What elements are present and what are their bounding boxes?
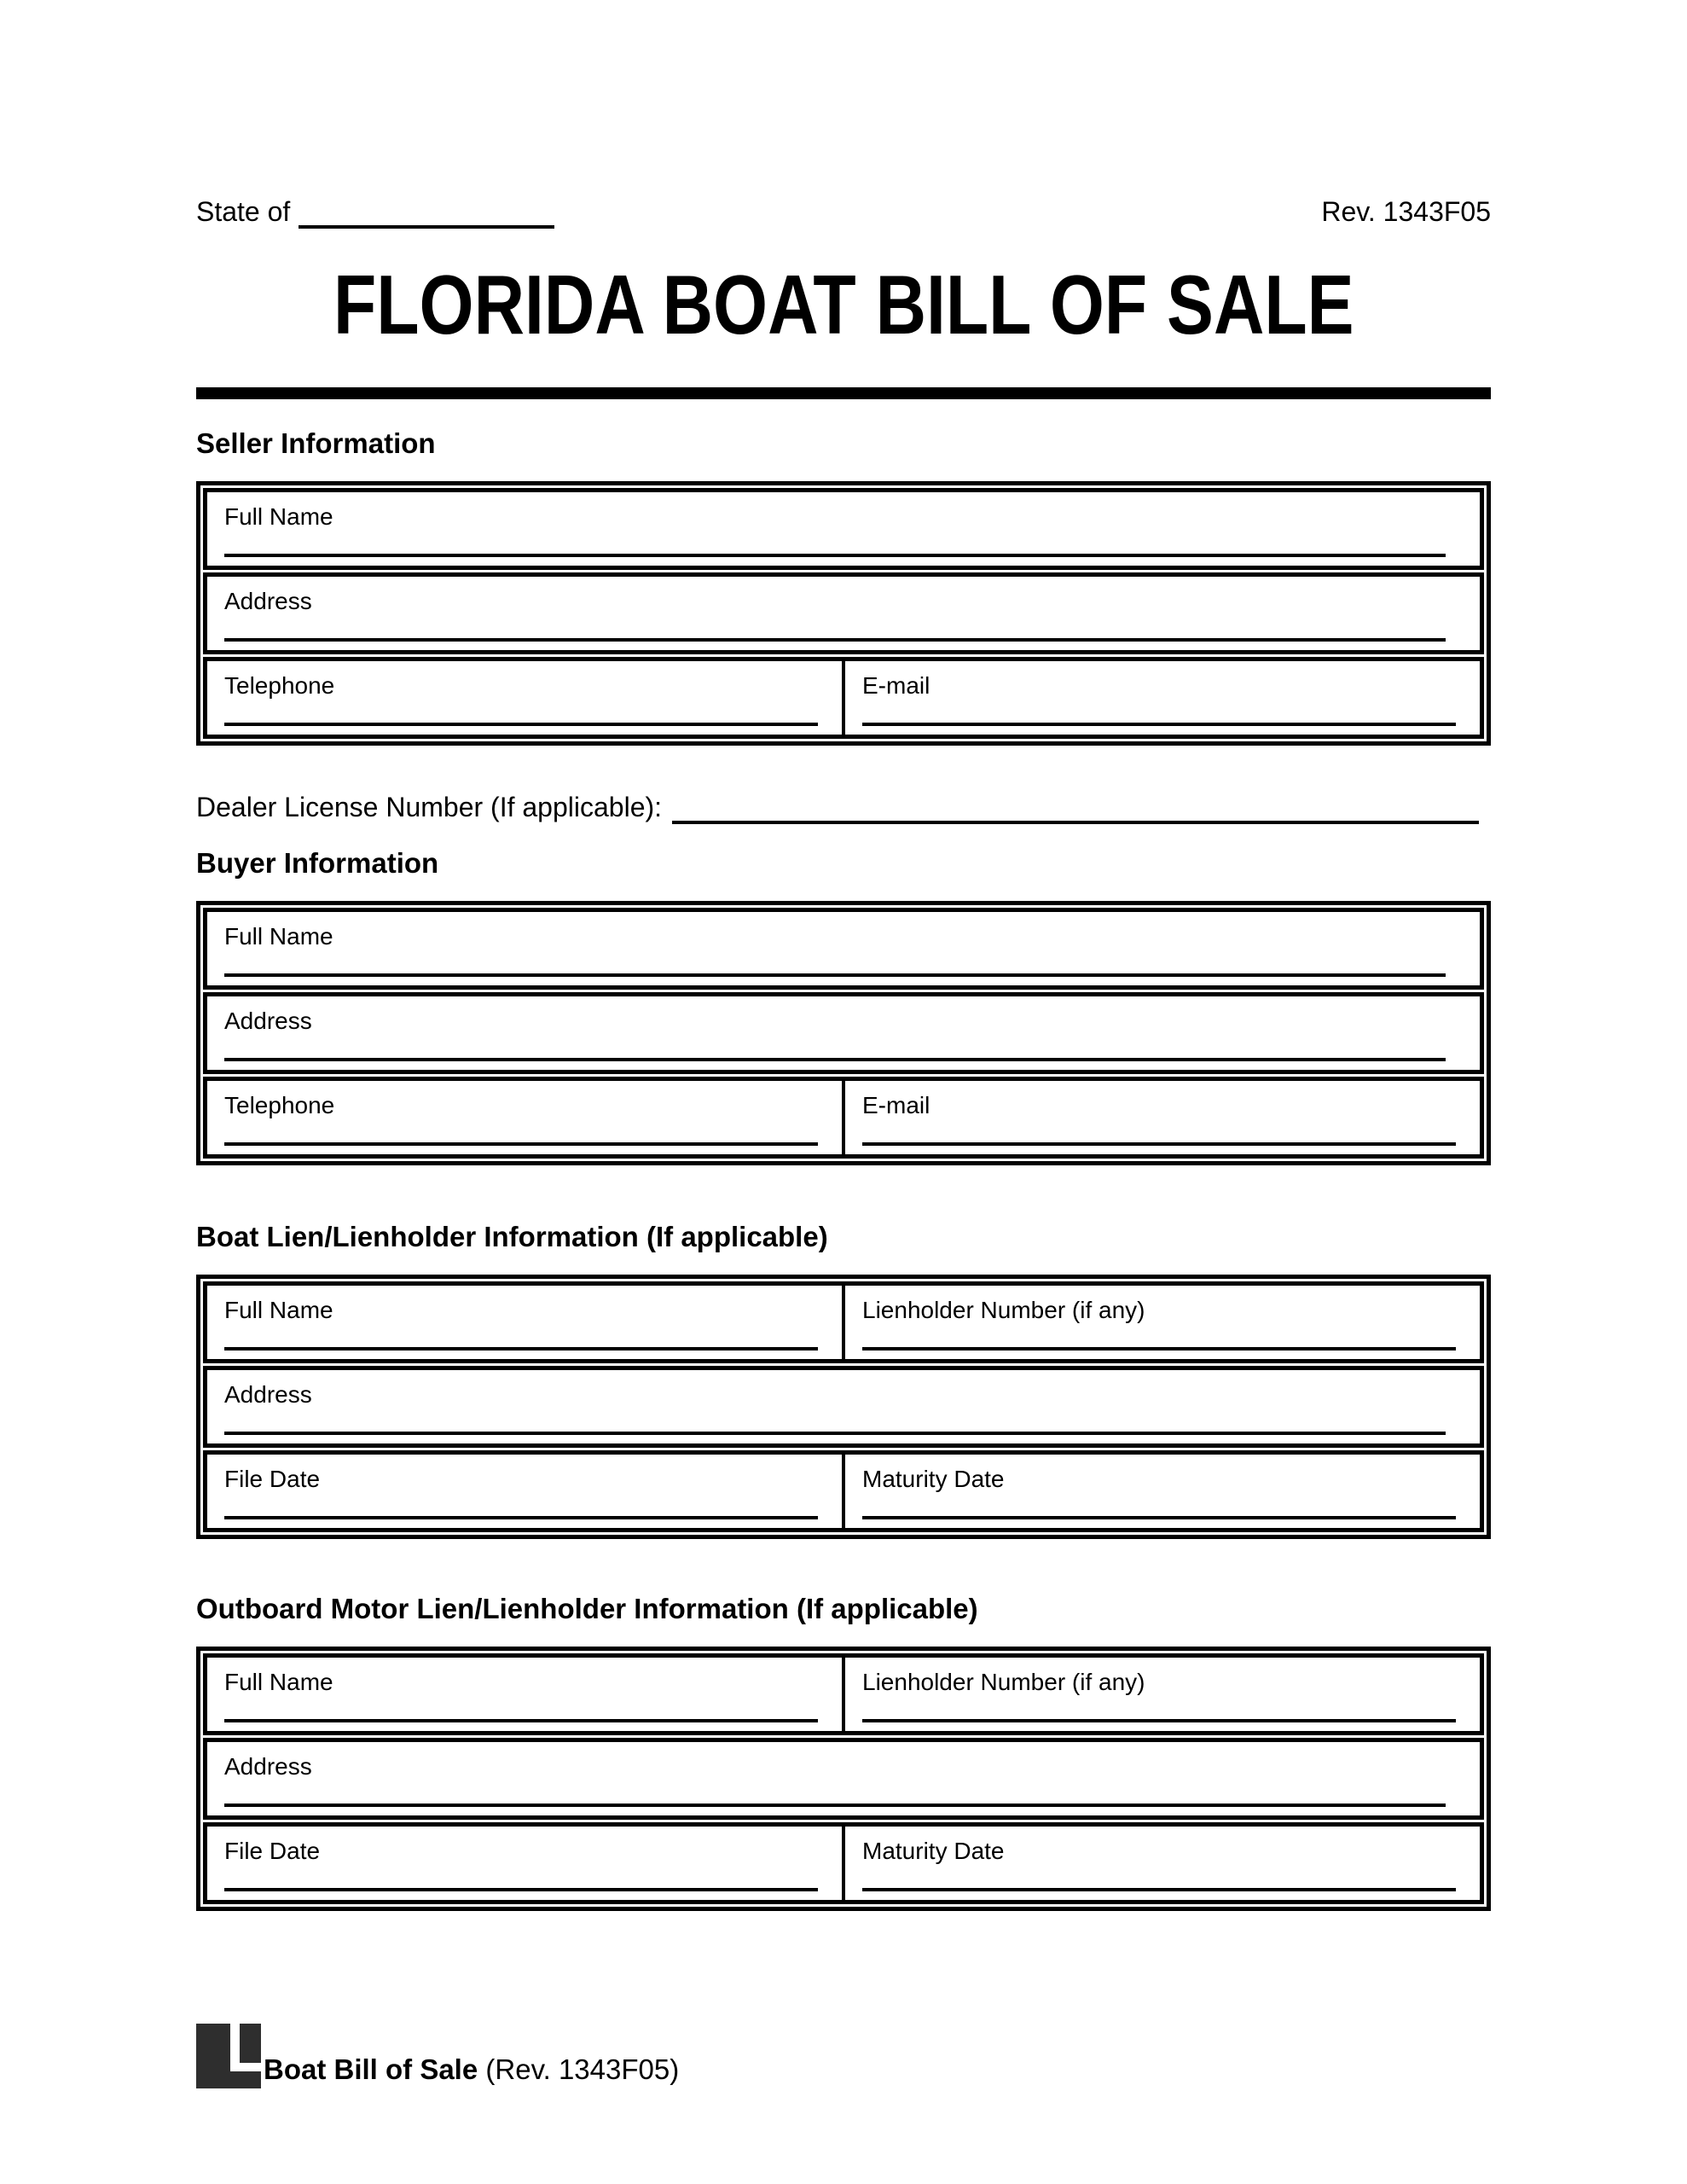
table-row (203, 1822, 1484, 1904)
page-header (196, 0, 1491, 229)
buyer-telephone-label: Telephone (224, 1092, 335, 1118)
table-row (203, 1281, 1484, 1363)
seller-telephone-field[interactable] (224, 723, 818, 726)
table-row (203, 1738, 1484, 1820)
boat-lien-section-heading: Boat Lien/Lienholder Information (If applicable) (196, 1221, 828, 1252)
boat-lien-file-date-label: File Date (224, 1466, 321, 1492)
seller-full-name-field[interactable] (224, 554, 1446, 557)
table-row (203, 572, 1484, 654)
buyer-address-field[interactable] (224, 1058, 1446, 1061)
motor-lien-section-heading: Outboard Motor Lien/Lienholder Information (If applicable) (196, 1593, 978, 1624)
boat-lien-address-field[interactable] (224, 1432, 1446, 1435)
motor-lien-address-label: Address (224, 1753, 312, 1780)
table-row (203, 488, 1484, 570)
dealer-license-label: Dealer License Number (If applicable): (196, 792, 663, 822)
buyer-table (196, 901, 1491, 1165)
state-of-blank-field[interactable] (299, 196, 554, 229)
buyer-full-name-label: Full Name (224, 923, 333, 950)
seller-section-heading: Seller Information (196, 427, 436, 459)
dealer-license-field[interactable] (672, 792, 1479, 824)
seller-address-label: Address (224, 588, 312, 614)
boat-lien-address-label: Address (224, 1381, 312, 1408)
table-row (203, 1077, 1484, 1159)
motor-lien-number-label: Lienholder Number (if any) (862, 1669, 1145, 1695)
seller-email-field[interactable] (862, 723, 1456, 726)
buyer-full-name-field[interactable] (224, 973, 1446, 977)
table-row (203, 1366, 1484, 1448)
motor-lien-file-date-label: File Date (224, 1838, 321, 1864)
boat-lien-number-label: Lienholder Number (if any) (862, 1297, 1145, 1323)
seller-telephone-label: Telephone (224, 672, 335, 699)
boat-lien-maturity-date-field[interactable] (862, 1516, 1456, 1519)
motor-lien-table (196, 1647, 1491, 1911)
page-footer (196, 2024, 679, 2088)
buyer-address-label: Address (224, 1008, 312, 1034)
buyer-email-label: E-mail (862, 1092, 930, 1118)
table-row (203, 657, 1484, 739)
page-title: FLORIDA BOAT BILL OF SALE (333, 258, 1354, 351)
motor-lien-full-name-field[interactable] (224, 1719, 818, 1722)
buyer-telephone-field[interactable] (224, 1142, 818, 1146)
motor-lien-maturity-date-field[interactable] (862, 1888, 1456, 1891)
table-row (203, 1653, 1484, 1735)
buyer-email-field[interactable] (862, 1142, 1456, 1146)
table-row (203, 992, 1484, 1074)
seller-email-label: E-mail (862, 672, 930, 699)
table-row (203, 908, 1484, 990)
motor-lien-maturity-date-label: Maturity Date (862, 1838, 1005, 1864)
motor-lien-full-name-label: Full Name (224, 1669, 333, 1695)
seller-address-field[interactable] (224, 638, 1446, 642)
boat-lien-full-name-label: Full Name (224, 1297, 333, 1323)
footer-revision: (Rev. 1343F05) (485, 2053, 680, 2085)
state-of-label: State of (196, 196, 291, 227)
motor-lien-file-date-field[interactable] (224, 1888, 818, 1891)
table-row (203, 1450, 1484, 1532)
title-divider (196, 387, 1491, 399)
boat-lien-table (196, 1275, 1491, 1539)
legal-templates-logo-icon (196, 2024, 261, 2088)
boat-lien-file-date-field[interactable] (224, 1516, 818, 1519)
buyer-section-heading: Buyer Information (196, 847, 439, 879)
boat-lien-maturity-date-label: Maturity Date (862, 1466, 1005, 1492)
boat-lien-full-name-field[interactable] (224, 1347, 818, 1350)
footer-doc-name: Boat Bill of Sale (264, 2053, 478, 2085)
revision-label: Rev. 1343F05 (1321, 196, 1491, 227)
motor-lien-address-field[interactable] (224, 1804, 1446, 1807)
boat-lien-number-field[interactable] (862, 1347, 1456, 1350)
seller-full-name-label: Full Name (224, 503, 333, 530)
seller-table (196, 481, 1491, 746)
motor-lien-number-field[interactable] (862, 1719, 1456, 1722)
